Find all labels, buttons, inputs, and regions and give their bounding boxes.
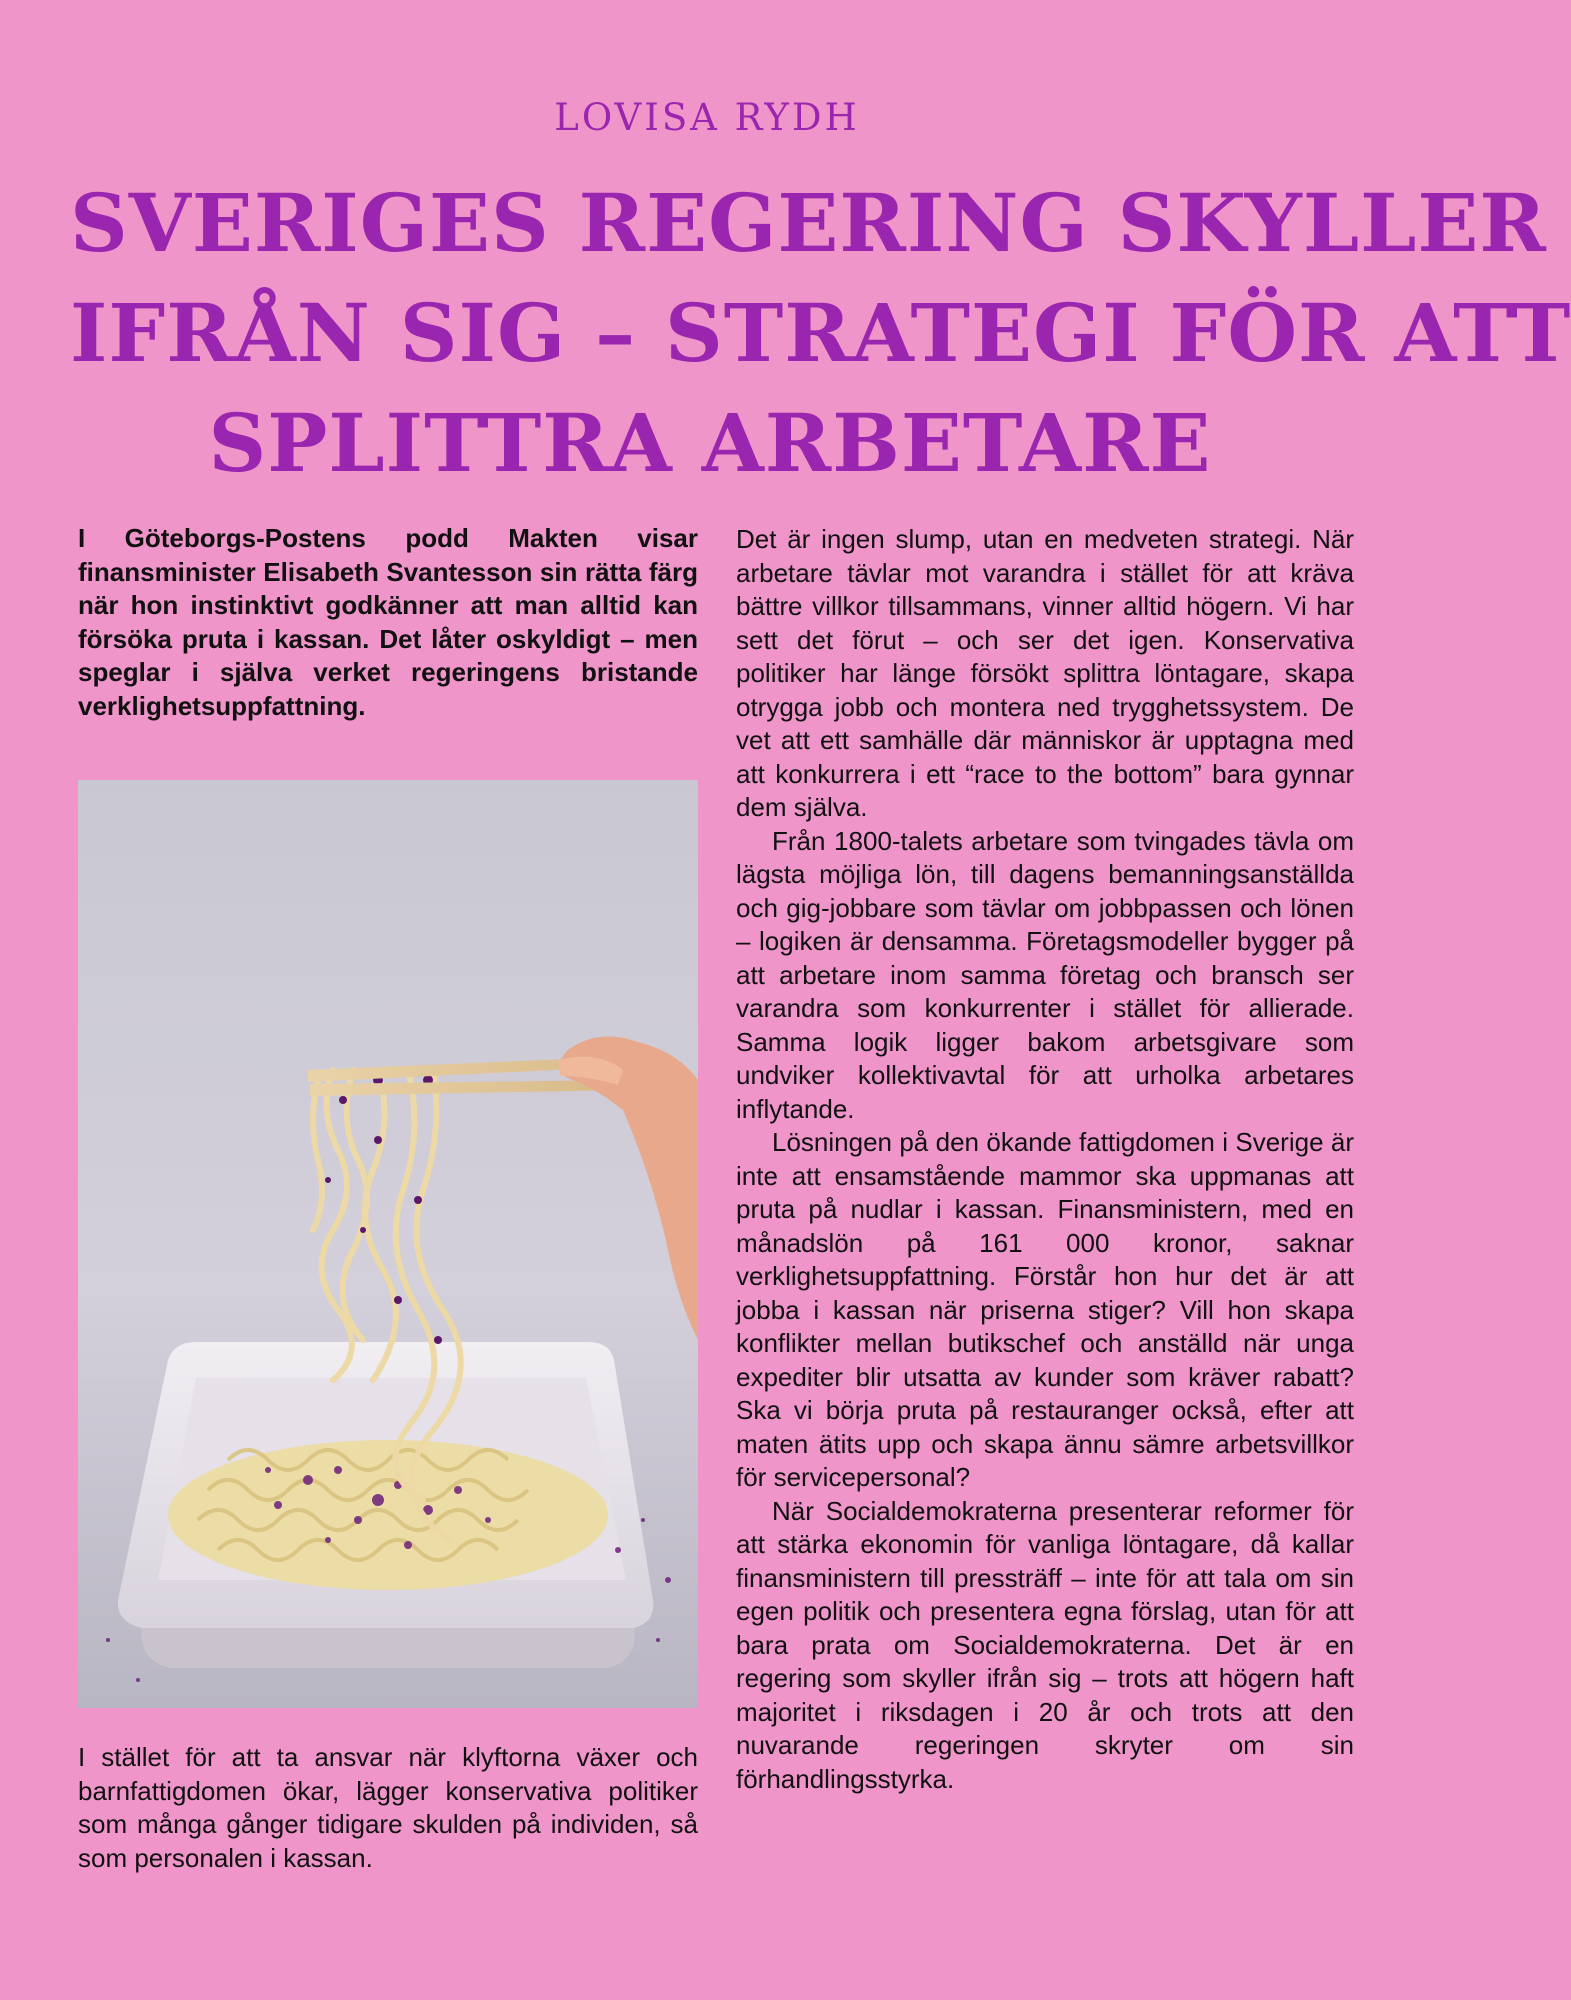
body-paragraph-2: Från 1800-talets arbetare som tvingades tävla om lägsta möjliga lön, till dagens bemanningsanställda och gig-jobbare som tävlar om jobbpassen och lönen – logiken är densamma. Företagsmodeller bygger på att arbetare inom samma företag och bransch ser varandra som konkurrenter i stället för allierade. Samma logik ligger bakom arbetsgivare som undviker kollektivavtal för att urholka arbetares inflytande. xyxy=(736,825,1354,1124)
body-paragraph-4: När Socialdemokraterna presenterar reformer för att stärka ekonomin för vanliga löntagare, då kallar finansministern till pressträff – inte för att tala om sin egen politik och presentera egna förslag, utan för att bara prata om Socialdemokraterna. Det är en regering som skyller ifrån sig – trots att högern haft majoritet i riksdagen i 20 år och trots att den nuvarande regeringen skryter om sin förhandlingsstyrka. xyxy=(736,1495,1354,1794)
body-paragraph-1: Det är ingen slump, utan en medveten strategi. När arbetare tävlar mot varandra i stället för att kräva bättre villkor tillsammans, vinner alltid högern. Vi har sett det förut – och ser det igen. Konservativa politiker har länge försökt splittra löntagare, skapa otrygga jobb och montera ned trygghetssystem. De vet att ett samhälle där människor är upptagna med att konkurrera i ett “race to the bottom” bara gynnar dem själva. xyxy=(736,524,1354,822)
article-headline xyxy=(70,168,1571,498)
headline-line-1: SVERIGES REGERING SKYLLER xyxy=(70,176,1547,270)
article-photo xyxy=(78,780,698,1708)
lead-paragraph: I Göteborgs-Postens podd Makten visar finansminister Elisabeth Svantesson sin rätta färg när hon instinktivt godkänner att man alltid kan försöka pruta i kassan. Det låter oskyldigt – men speglar i själva verket regeringens bristande verklighetsuppfattning. xyxy=(78,523,698,721)
headline-line-3: SPLITTRA ARBETARE xyxy=(208,396,1212,490)
noodles-photo-illustration xyxy=(78,780,698,1708)
author-byline: LOVISA RYDH xyxy=(554,96,860,139)
left-column-paragraph: I stället för att ta ansvar när klyftorna växer och barnfattigdomen ökar, lägger konservativa politiker som många gånger tidigare skulden på individen, så som personalen i kassan. xyxy=(78,1742,698,1873)
body-column xyxy=(736,523,1354,1796)
body-paragraph-3: Lösningen på den ökande fattigdomen i Sverige är inte att ensamstående mammor ska uppmanas att pruta på nudlar i kassan. Finansministern, med en månadslön på 161 000 kronor, saknar verklighetsuppfattning. Förstår hon hur det är att jobba i kassan när priserna stiger? Vill hon skapa konflikter mellan butikschef och anställd när unga expediter blir utsatta av kunder som kräver rabatt? Ska vi börja pruta på restauranger också, efter att maten ätits upp och skapa ännu sämre arbetsvillkor för servicepersonal? xyxy=(736,1127,1354,1492)
headline-line-2: IFRÅN SIG – STRATEGI FÖR ATT xyxy=(70,286,1571,380)
